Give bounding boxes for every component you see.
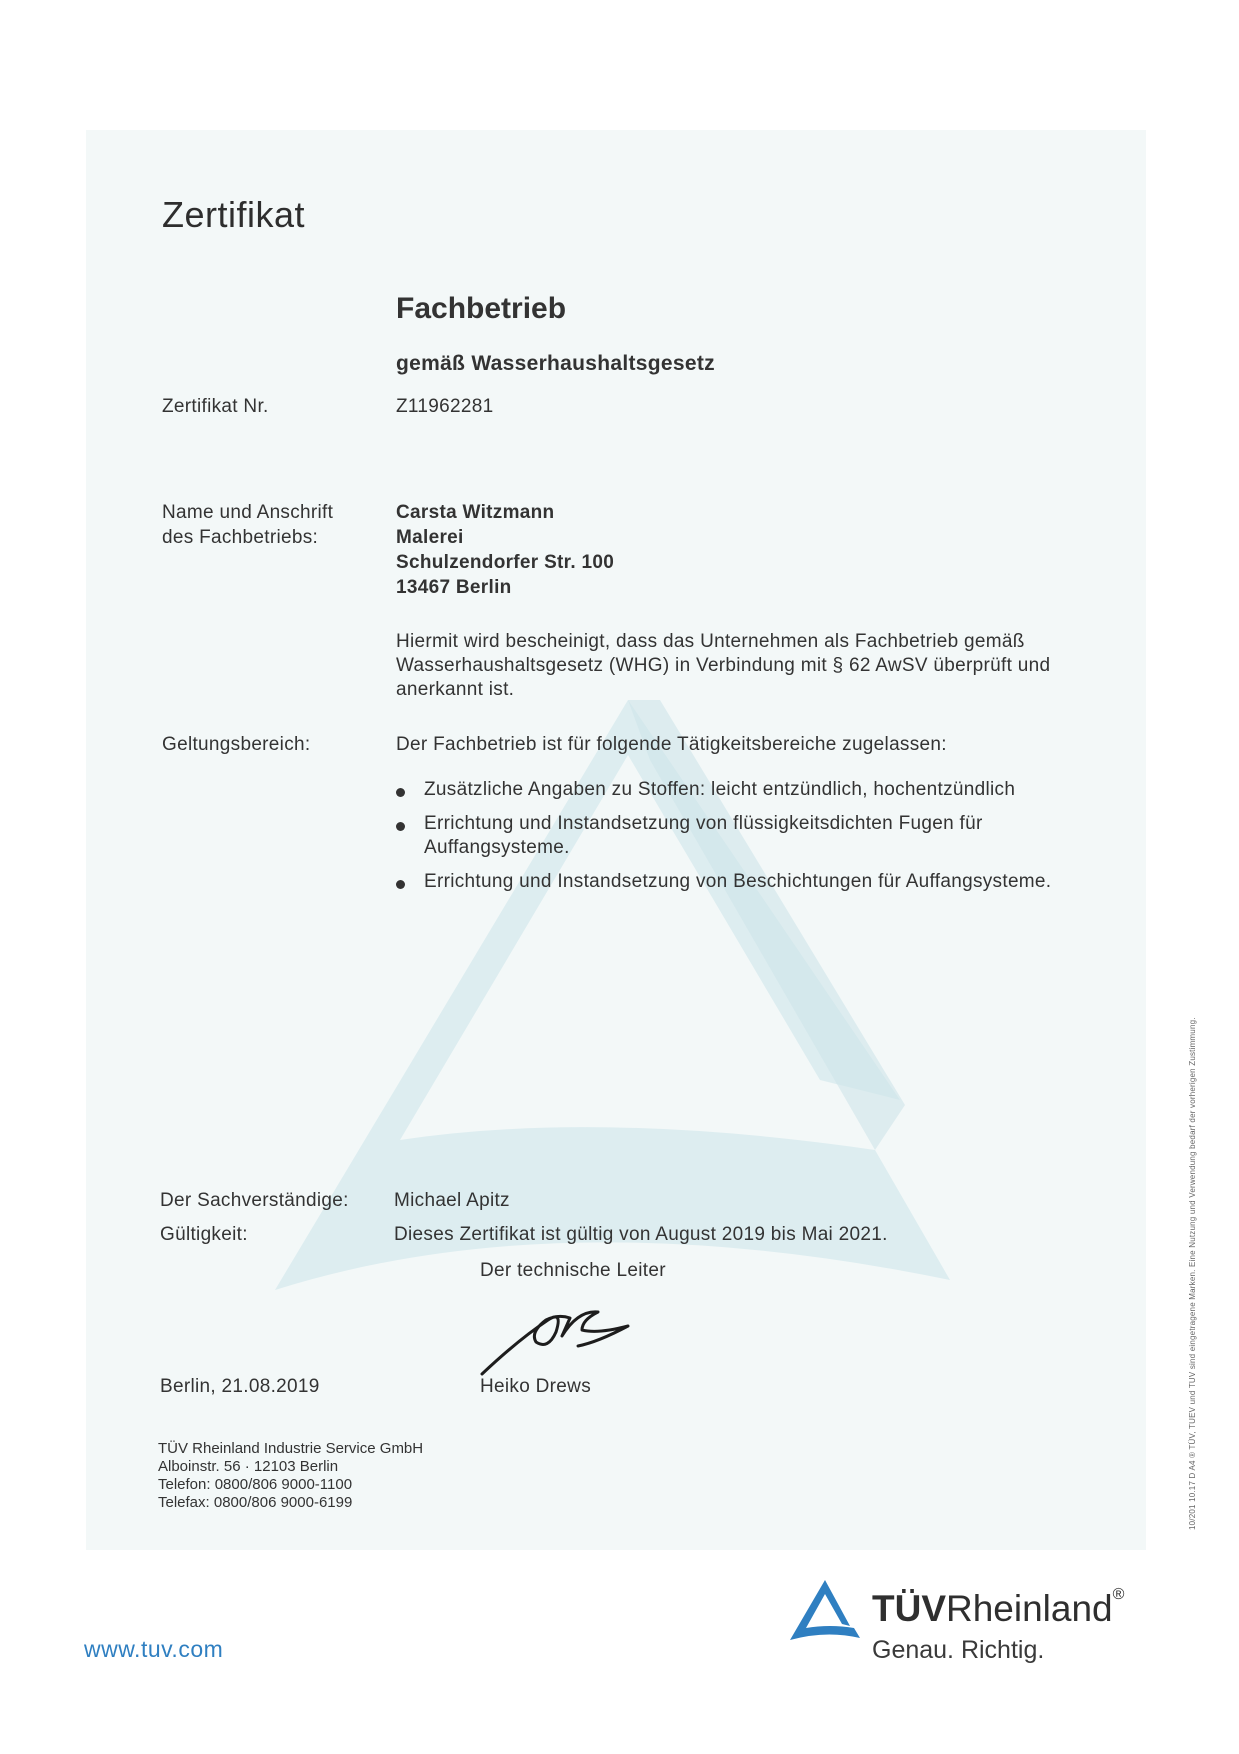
- scope-item: Errichtung und Instandsetzung von flüssigkeitsdichten Fugen für Auffangsysteme.: [396, 812, 1116, 860]
- company-city: 13467 Berlin: [396, 577, 512, 598]
- scope-list: [396, 778, 1116, 904]
- signatory-role: Der technische Leiter: [480, 1260, 666, 1281]
- company-street: Schulzendorfer Str. 100: [396, 552, 615, 573]
- expert-label: Der Sachverständige:: [160, 1190, 349, 1211]
- scope-label: Geltungsbereich:: [162, 734, 311, 755]
- certificate-type: Fachbetrieb: [396, 292, 567, 325]
- scope-intro: Der Fachbetrieb ist für folgende Tätigkeitsbereiche zugelassen:: [396, 734, 947, 755]
- legal-side-note: 10/201 10.17 D A4 ® TÜV, TUEV und TUV sind eingetragene Marken. Eine Nutzung und Verwendung bedarf der vorherigen Zustimmung.: [1188, 1017, 1197, 1530]
- expert-name: Michael Apitz: [394, 1190, 510, 1211]
- scope-item: Errichtung und Instandsetzung von Beschichtungen für Auffangsysteme.: [396, 870, 1116, 894]
- brand-slogan: Genau. Richtig.: [872, 1636, 1045, 1664]
- issuer-name: TÜV Rheinland Industrie Service GmbH: [158, 1440, 424, 1457]
- validity-label: Gültigkeit:: [160, 1224, 248, 1245]
- company-trade: Malerei: [396, 527, 464, 548]
- company-label-line1: Name und Anschrift: [162, 502, 334, 523]
- handwritten-signature: [478, 1290, 638, 1380]
- validity-text: Dieses Zertifikat ist gültig von August 2019 bis Mai 2021.: [394, 1224, 888, 1245]
- certificate-title: Zertifikat: [162, 194, 306, 235]
- certificate-number: Z11962281: [396, 396, 494, 417]
- brand-name: TÜVRheinland®: [872, 1586, 1125, 1629]
- issuer-phone: Telefon: 0800/806 9000-1100: [158, 1476, 353, 1493]
- issuer-address: [158, 1440, 423, 1512]
- company-name: Carsta Witzmann: [396, 502, 555, 523]
- certificate-number-label: Zertifikat Nr.: [162, 396, 269, 417]
- issuer-fax: Telefax: 0800/806 9000-6199: [158, 1494, 353, 1511]
- tuv-logo-icon: [788, 1578, 862, 1642]
- website-link[interactable]: www.tuv.com: [84, 1636, 224, 1662]
- certificate-basis: gemäß Wasserhaushaltsgesetz: [396, 352, 715, 375]
- scope-item: Zusätzliche Angaben zu Stoffen: leicht entzündlich, hochentzündlich: [396, 778, 1116, 802]
- place-date: Berlin, 21.08.2019: [160, 1376, 320, 1397]
- issuer-street: Alboinstr. 56 · 12103 Berlin: [158, 1458, 339, 1475]
- bullet-icon: [396, 822, 405, 831]
- certification-statement: Hiermit wird bescheinigt, dass das Unternehmen als Fachbetrieb gemäß Wasserhaushaltsgesetz (WHG) in Verbindung mit § 62 AwSV überprüft und anerkannt ist.: [396, 631, 1051, 700]
- bullet-icon: [396, 880, 405, 889]
- bullet-icon: [396, 788, 405, 797]
- signatory-name: Heiko Drews: [480, 1376, 591, 1397]
- company-label-line2: des Fachbetriebs:: [162, 527, 319, 548]
